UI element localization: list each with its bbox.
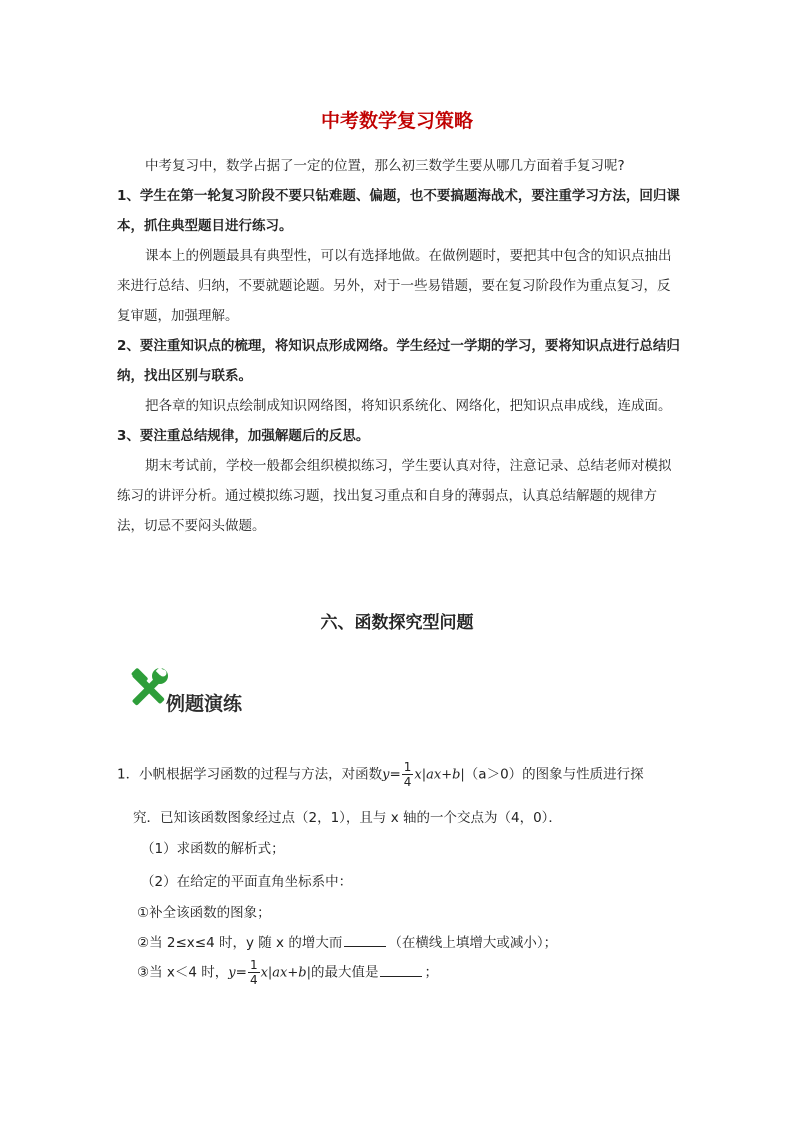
fraction-one-quarter: $\frac{1}{4}$: [403, 760, 412, 789]
sub-question-1: ①补全该函数的图象；: [137, 905, 271, 921]
sub-question-3: ③当 x＜4 时，y= $\frac{1}{4}$ x|ax+b|的最大值是 ；: [137, 958, 438, 987]
point-2-body: 把各章的知识点绘制成知识网络图，将知识系统化、网络化，把知识点串成线，连成面。: [145, 398, 672, 414]
sub-question-2: ②当 2≤x≤4 时，y 随 x 的增大而 （在横线上填增大或减小）；: [137, 935, 558, 951]
answer-blank-2[interactable]: [380, 964, 422, 977]
page-title: 中考数学复习策略: [320, 110, 473, 132]
question-line-2: 究．已知该函数图象经过点（2，1），且与 x 轴的一个交点为（4，0）．: [133, 810, 562, 826]
point-3-body: 期末考试前，学校一般都会组织模拟练习，学生要认真对待，注意记录、总结老师对模拟练习的讲评分析。通过模拟练习题，找出复习重点和自身的薄弱点，认真总结解题的规律方法，切忌不要闷头做题。: [117, 458, 672, 534]
section-title: 六、函数探究型问题: [320, 613, 474, 633]
point-1-body: 课本上的例题最具有典型性，可以有选择地做。在做例题时，要把其中包含的知识点抽出来进行总结、归纳，不要就题论题。另外，对于一些易错题，要在复习阶段作为重点复习，反复审题，加强理解。: [117, 248, 672, 324]
intro-paragraph: 中考复习中，数学占据了一定的位置，那么初三数学生要从哪几方面着手复习呢?: [145, 158, 625, 174]
question-part-2: （2）在给定的平面直角坐标系中：: [141, 874, 353, 890]
question-part-1: （1）求函数的解析式；: [141, 841, 285, 857]
example-banner: [124, 668, 242, 718]
fraction-one-quarter-2: $\frac{1}{4}$: [249, 958, 258, 987]
answer-blank-1[interactable]: [344, 934, 386, 947]
banner-label: 例题演练: [166, 693, 243, 715]
point-2-heading: 2、要注重知识点的梳理，将知识点形成网络。学生经过一学期的学习，要将知识点进行总结归纳，找出区别与联系。: [117, 338, 680, 384]
article-body: [117, 151, 681, 541]
question-line-1: 1．小帆根据学习函数的过程与方法，对函数y= $\frac{1}{4}$ x|ax+b|（a＞0）的图象与性质进行探: [117, 760, 644, 789]
hammer-wrench-icon: [124, 666, 170, 718]
point-3-heading: 3、要注重总结规律，加强解题后的反思。: [117, 428, 370, 444]
point-1-heading: 1、学生在第一轮复习阶段不要只钻难题、偏题，也不要搞题海战术，要注重学习方法，回归课本，抓住典型题目进行练习。: [117, 188, 680, 234]
